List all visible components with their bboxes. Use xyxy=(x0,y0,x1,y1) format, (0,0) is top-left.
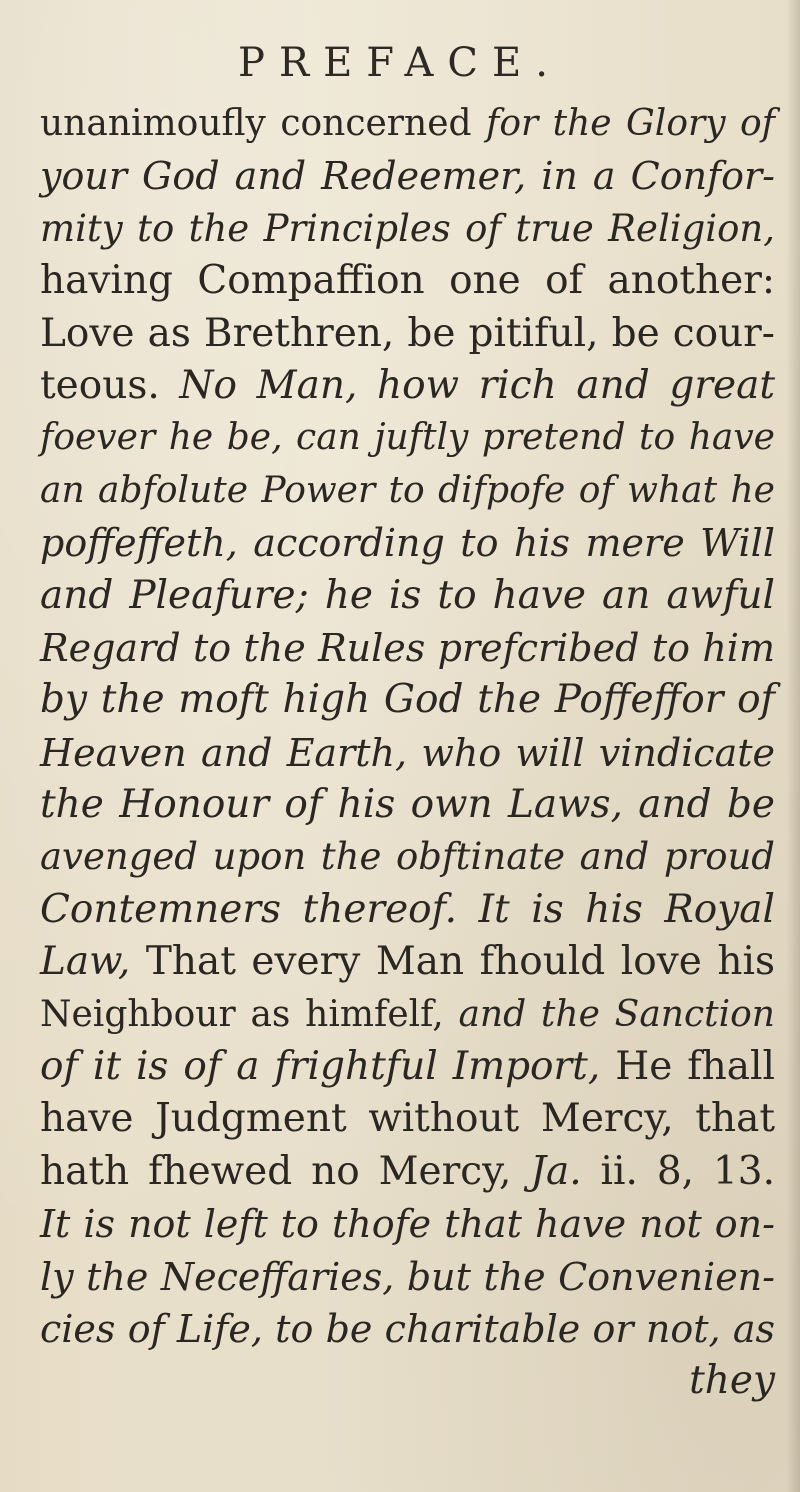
text-segment: ly the Neceffaries, but the Convenien- xyxy=(40,1254,775,1299)
text-segment: and Pleafure; he is to have an awful xyxy=(40,572,775,618)
text-segment: unanimoufly concerned xyxy=(40,103,486,144)
text-line xyxy=(40,674,775,726)
text-line xyxy=(40,1093,775,1145)
text-line xyxy=(40,779,775,831)
text-segment: avenged upon the obftinate and proud xyxy=(40,835,775,879)
text-line xyxy=(40,1355,775,1407)
text-line xyxy=(40,203,775,255)
text-line xyxy=(40,517,775,569)
text-line xyxy=(40,465,775,517)
text-segment: Regard to the Rules prefcribed to him xyxy=(40,625,775,670)
text-line xyxy=(40,570,775,622)
text-segment: That every Man fhould love his xyxy=(145,939,775,985)
text-segment: cies of Life, to be charitable or not, as xyxy=(40,1306,775,1351)
text-segment: Glory xyxy=(626,103,726,144)
text-line xyxy=(40,1198,775,1250)
text-segment: Neighbour as himfelf, xyxy=(40,993,459,1035)
text-line xyxy=(40,831,775,883)
text-segment: have Judgment without Mercy, that xyxy=(40,1096,775,1142)
text-segment: Heaven and Earth, who will vindicate xyxy=(40,730,775,775)
text-line xyxy=(40,98,775,150)
text-segment: hath fhewed no Mercy, xyxy=(40,1148,531,1194)
text-line xyxy=(40,150,775,202)
running-title: PREFACE. xyxy=(238,40,562,86)
text-line xyxy=(40,884,775,936)
text-segment: of it is of a frightful Import, xyxy=(40,1044,616,1090)
text-line xyxy=(40,989,775,1041)
text-line xyxy=(40,1303,775,1355)
text-line xyxy=(40,1251,775,1303)
text-segment: poffeffeth, according to his mere Will xyxy=(40,521,775,566)
text-line xyxy=(40,622,775,674)
text-line xyxy=(40,727,775,779)
preface-text xyxy=(40,98,775,1408)
text-segment: teous. xyxy=(40,362,180,408)
text-segment: by the moft high God the Poffeffor of xyxy=(40,677,775,723)
text-segment: the Honour of his own Laws, and be xyxy=(40,782,775,828)
text-segment: foever he be, can juftly pretend to have xyxy=(40,417,775,459)
text-segment: Contemners thereof. It is his Royal xyxy=(40,886,775,932)
text-line xyxy=(40,936,775,988)
text-segment: It is not left to thofe that have not on- xyxy=(40,1202,775,1247)
text-line xyxy=(40,412,775,464)
text-segment: of xyxy=(725,103,775,144)
text-line xyxy=(40,255,775,307)
text-line xyxy=(40,360,775,412)
page-edge-shadow xyxy=(786,0,800,1492)
text-segment: having Compaffion one of another: xyxy=(40,258,775,304)
text-segment: No Man, how rich and great xyxy=(179,362,775,408)
text-segment: an abfolute Power to difpofe of what he xyxy=(40,469,775,511)
text-line xyxy=(40,1146,775,1198)
text-segment: He fhall xyxy=(615,1044,775,1090)
text-segment: and the Sanction xyxy=(458,993,775,1035)
text-segment: mity to the Principles of true Religion, xyxy=(40,206,775,250)
text-segment: for the xyxy=(486,103,627,144)
text-segment: they xyxy=(689,1358,775,1404)
text-segment: Law, xyxy=(40,939,146,985)
text-line xyxy=(40,308,775,360)
text-segment: your God and Redeemer, in a Confor- xyxy=(40,154,775,199)
text-segment: Love as Brethren, be pitiful, be cour- xyxy=(40,310,775,356)
text-line xyxy=(40,1041,775,1093)
text-segment: Ja. xyxy=(530,1148,582,1194)
text-segment: ii. 8, 13. xyxy=(581,1148,775,1194)
